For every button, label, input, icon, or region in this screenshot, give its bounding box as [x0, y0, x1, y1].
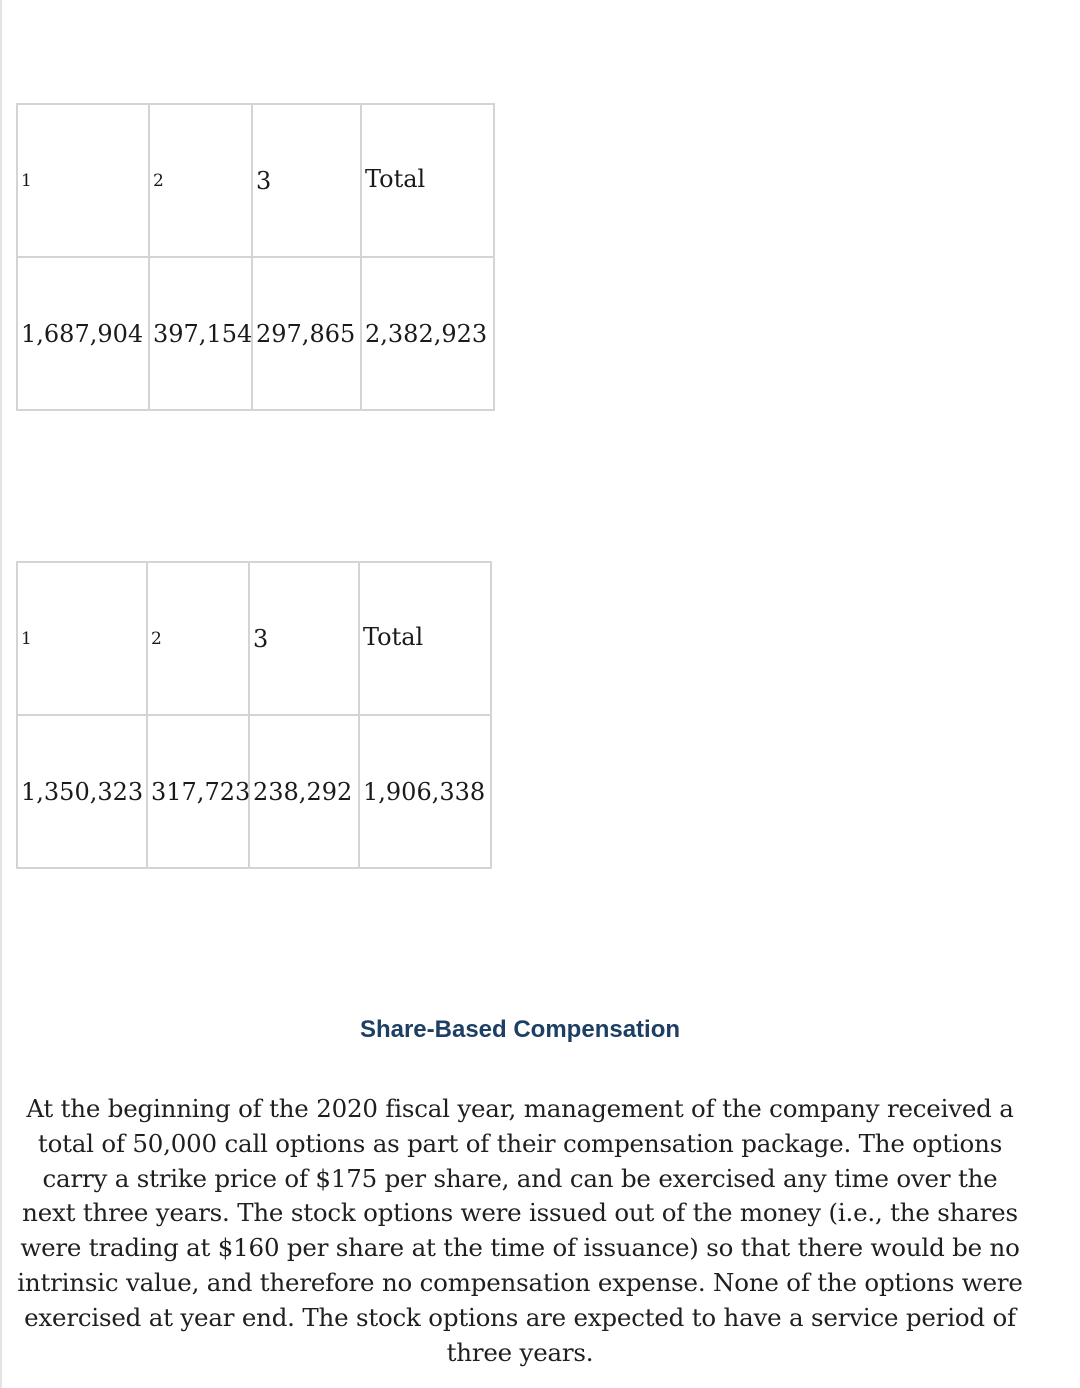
table-row — [17, 715, 491, 868]
value-cell: 1,687,904 — [17, 257, 149, 410]
table-row — [17, 257, 494, 410]
value-cell: 317,723 — [147, 715, 249, 868]
section-heading: Share-Based Compensation — [359, 1016, 681, 1043]
table-header-row — [17, 104, 494, 257]
value-cell: 1,350,323 — [17, 715, 147, 868]
header-cell — [361, 104, 494, 257]
header-cell — [359, 562, 491, 715]
table-header-row — [17, 562, 491, 715]
header-cell: 1 — [17, 104, 149, 257]
header-total-label: Total — [365, 164, 426, 193]
value-cell: 2,382,923 — [361, 257, 494, 410]
value-cell: 238,292 — [249, 715, 359, 868]
body-paragraph: At the beginning of the 2020 fiscal year, management of the company received a total of 50,000 call options as part of their compensation package. The options carry a strike price of $175 per share, and can be exercised any time over the next three years. The stock options were issued out of the money (i.e., the shares were trading at $160 per share at the time of issuance) so that there would be no intrinsic value, and therefore no compensation expense. None of the options were exercised at year end. The stock options are expected to have a service period of three years. — [17, 1094, 1023, 1367]
data-table-1 — [16, 103, 495, 411]
value-cell: 297,865 — [252, 257, 361, 410]
header-cell: 1 — [17, 562, 147, 715]
data-table-2 — [16, 561, 492, 869]
value-cell: 1,906,338 — [359, 715, 491, 868]
header-cell: 2 — [149, 104, 252, 257]
header-total-label: Total — [363, 622, 424, 651]
value-cell: 397,154 — [149, 257, 252, 410]
left-border-rule — [0, 0, 2, 1388]
header-cell: 2 — [147, 562, 249, 715]
header-cell: 3 — [252, 104, 361, 257]
header-cell: 3 — [249, 562, 359, 715]
